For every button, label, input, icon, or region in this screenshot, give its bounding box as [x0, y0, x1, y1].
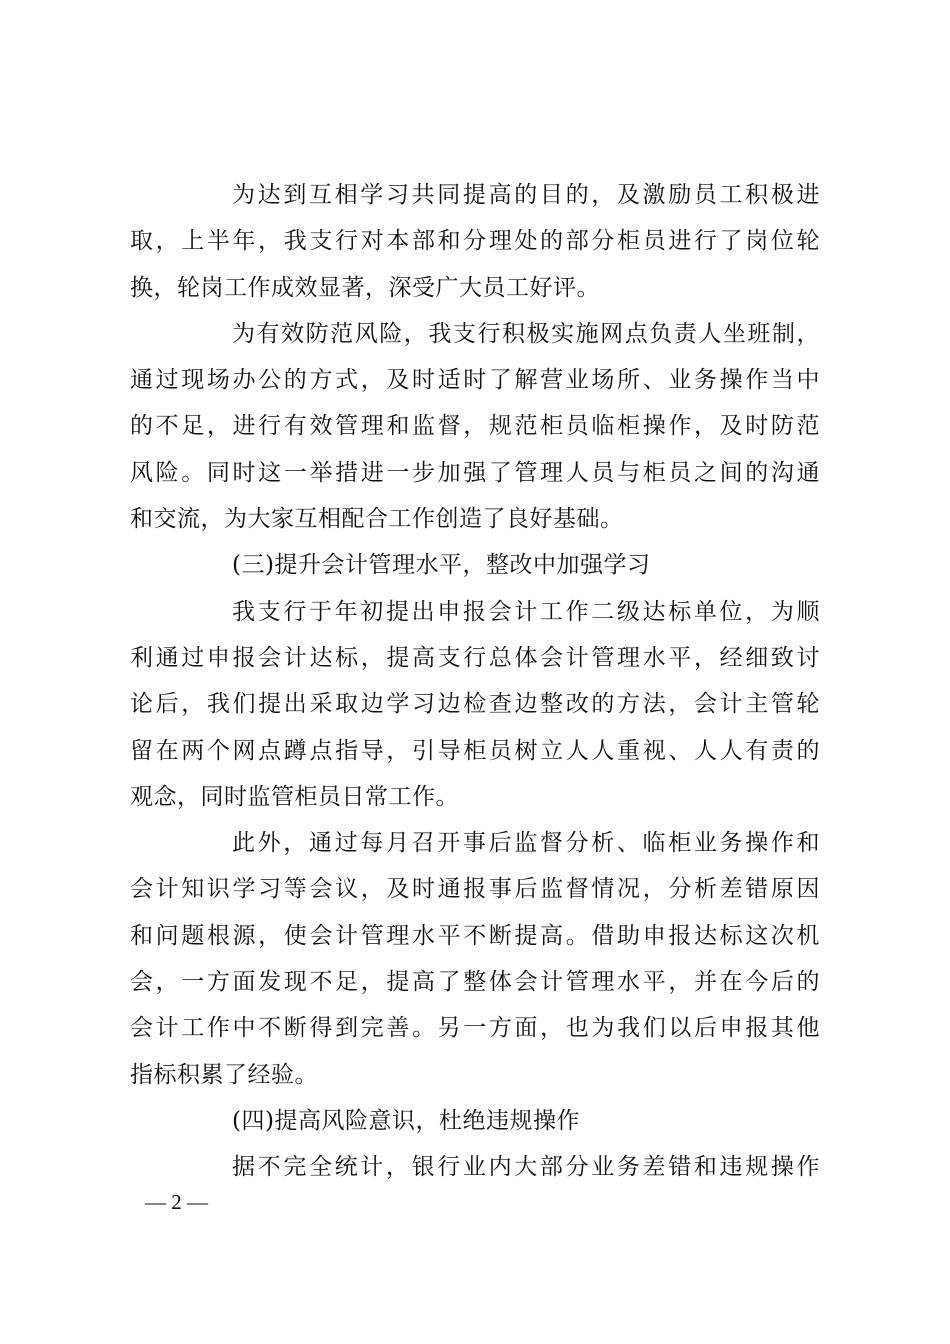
text-line: 观念，同时监管柜员日常工作。 [130, 783, 459, 810]
text-line: 此外，通过每月召开事后监督分析、临柜业务操作和 [232, 830, 820, 857]
text-line: 和交流，为大家互相配合工作创造了良好基础。 [130, 506, 624, 533]
section-heading: (四)提高风险意识，杜绝违规操作 [232, 1107, 580, 1134]
text-line: 留在两个网点蹲点指导，引导柜员树立人人重视、人人有责的 [130, 737, 820, 764]
text-line: 的不足，进行有效管理和监督，规范柜员临柜操作，及时防范 [130, 413, 820, 440]
text-line: 取，上半年，我支行对本部和分理处的部分柜员进行了岗位轮 [130, 228, 820, 255]
text-line: 和问题根源，使会计管理水平不断提高。借助申报达标这次机 [130, 922, 820, 949]
text-line: 据不完全统计，银行业内大部分业务差错和违规操作 [232, 1154, 820, 1181]
page-number: — 2 — [145, 1190, 208, 1214]
text-line: 为有效防范风险，我支行积极实施网点负责人坐班制， [232, 320, 820, 347]
document-body [130, 172, 820, 1191]
text-line: 会计工作中不断得到完善。另一方面，也为我们以后申报其他 [130, 1015, 820, 1042]
text-line: 利通过申报会计达标，提高支行总体会计管理水平，经细致讨 [130, 644, 820, 671]
text-line: 会，一方面发现不足，提高了整体会计管理水平，并在今后的 [130, 969, 820, 996]
text-line: 为达到互相学习共同提高的目的，及激励员工积极进 [232, 182, 820, 208]
text-line: 通过现场办公的方式，及时适时了解营业场所、业务操作当中 [130, 367, 820, 394]
text-line: 会计知识学习等会议，及时通报事后监督情况，分析差错原因 [130, 876, 820, 903]
section-heading: (三)提升会计管理水平，整改中加强学习 [232, 552, 651, 579]
text-line: 指标积累了经验。 [130, 1061, 318, 1088]
text-line: 换，轮岗工作成效显著，深受广大员工好评。 [130, 274, 600, 301]
text-line: 风险。同时这一举措进一步加强了管理人员与柜员之间的沟通 [130, 459, 820, 486]
text-line: 论后，我们提出采取边学习边检查边整改的方法，会计主管轮 [130, 691, 820, 718]
text-line: 我支行于年初提出申报会计工作二级达标单位，为顺 [232, 598, 820, 625]
